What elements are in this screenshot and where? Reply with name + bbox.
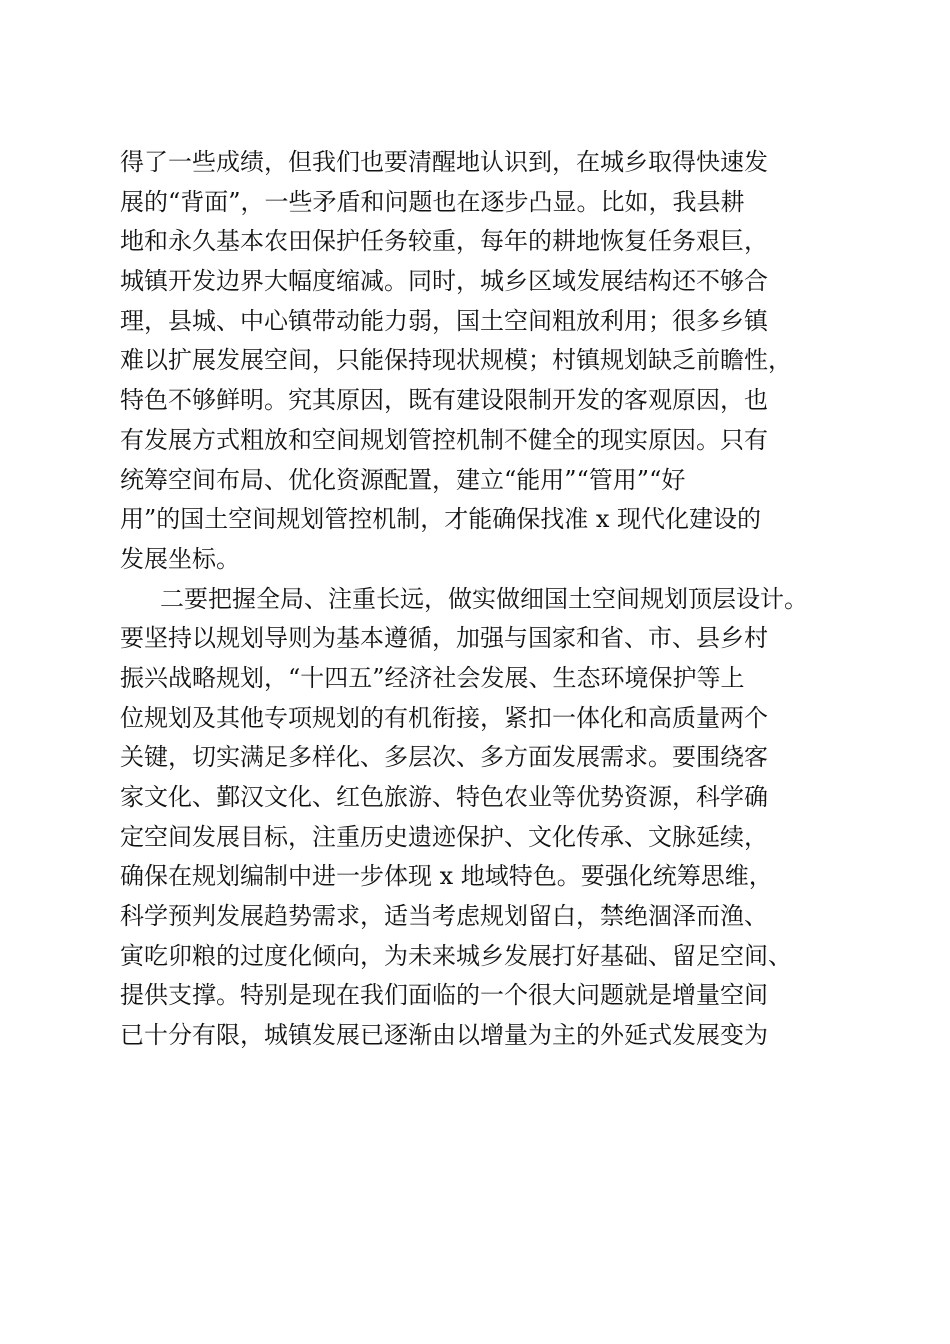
paragraph-1 [120,143,836,580]
text-line: 科学预判发展趋势需求，适当考虑规划留白，禁绝涸泽而渔、 [120,902,768,931]
text-line: 难以扩展发展空间，只能保持现状规模；村镇规划缺乏前瞻性， [120,346,792,375]
text-line: 二要把握全局、注重长远，做实做细国土空间规划顶层设计。 [160,584,808,613]
text-line: 寅吃卯粮的过度化倾向，为未来城乡发展打好基础、留足空间、 [120,941,792,970]
text-line: 已十分有限，城镇发展已逐渐由以增量为主的外延式发展变为 [120,1021,768,1050]
body-text [120,143,836,1056]
text-line: 要坚持以规划导则为基本遵循，加强与国家和省、市、县乡村 [120,624,768,653]
text-line: 特色不够鲜明。究其原因，既有建设限制开发的客观原因，也 [120,386,768,415]
text-line: 用”的国土空间规划管控机制，才能确保找准 x 现代化建设的 [120,505,762,534]
text-line: 家文化、鄞汉文化、红色旅游、特色农业等优势资源，科学确 [120,783,768,811]
text-line: 定空间发展目标，注重历史遗迹保护、文化传承、文脉延续， [120,822,768,851]
text-line: 得了一些成绩，但我们也要清醒地认识到，在城乡取得快速发 [120,148,768,176]
text-line: 地和永久基本农田保护任务较重，每年的耕地恢复任务艰巨， [120,227,768,256]
text-line: 发展坐标。 [120,544,240,573]
text-line: 关键，切实满足多样化、多层次、多方面发展需求。要围绕客 [120,743,768,772]
text-line: 位规划及其他专项规划的有机衔接，紧扣一体化和高质量两个 [120,703,768,732]
text-line: 展的“背面”，一些矛盾和问题也在逐步凸显。比如，我县耕 [120,187,745,216]
text-line: 确保在规划编制中进一步体现 x 地域特色。要强化统筹思维， [120,862,773,891]
text-line: 统筹空间布局、优化资源配置，建立“能用”“管用”“好 [120,465,686,494]
text-line: 城镇开发边界大幅度缩减。同时，城乡区域发展结构还不够合 [120,267,768,296]
text-line: 振兴战略规划，“十四五”经济社会发展、生态环境保护等上 [120,663,745,692]
paragraph-2 [120,580,836,1056]
text-line: 有发展方式粗放和空间规划管控机制不健全的现实原因。只有 [120,425,768,454]
text-line: 提供支撑。特别是现在我们面临的一个很大问题就是增量空间 [120,981,768,1010]
text-line: 理，县城、中心镇带动能力弱，国土空间粗放利用；很多乡镇 [120,306,768,335]
